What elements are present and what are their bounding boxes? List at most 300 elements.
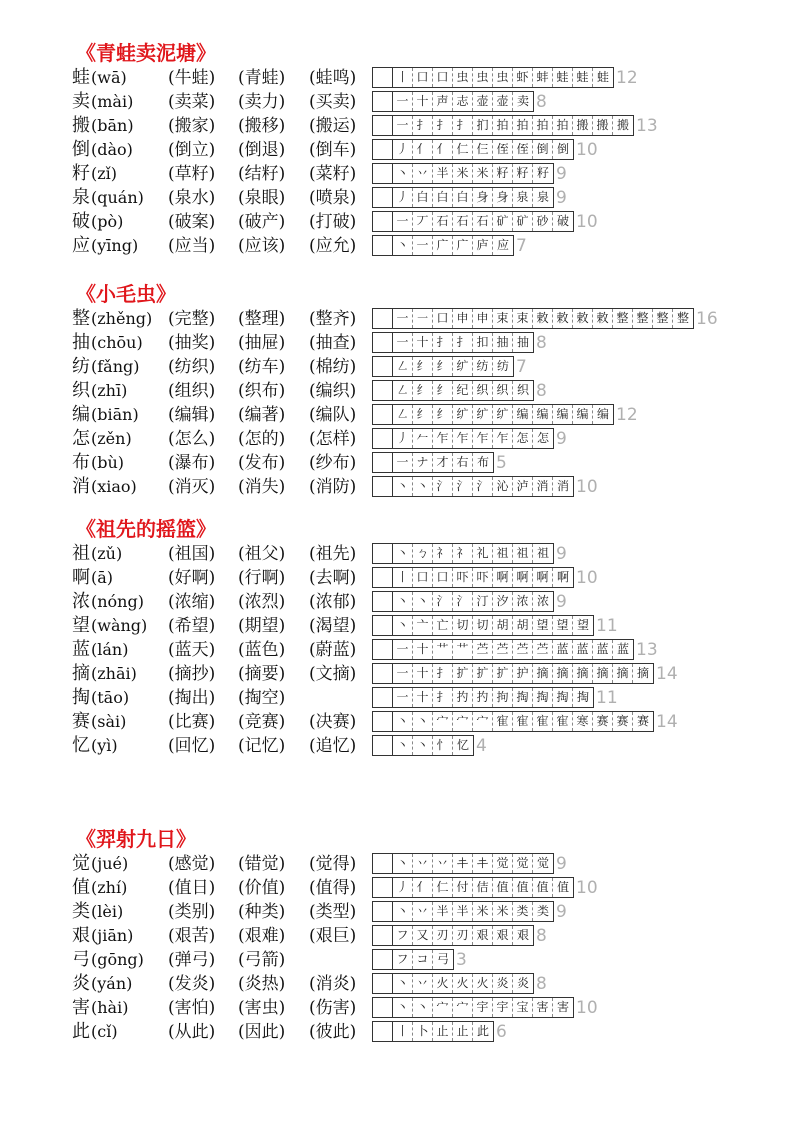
character: 祖 xyxy=(72,543,90,564)
stroke-cell: 整 xyxy=(613,309,633,328)
stroke-cell: 消 xyxy=(533,477,553,496)
stroke-cell: 乍 xyxy=(453,429,473,448)
stroke-count: 8 xyxy=(536,974,547,994)
stroke-count: 9 xyxy=(556,429,567,449)
stroke-cell: 蓝 xyxy=(553,640,573,659)
stroke-cell: 蓝 xyxy=(573,640,593,659)
stroke-order-grid xyxy=(372,163,554,184)
word-1: (发炎) xyxy=(168,974,216,994)
stroke-cell: 乍 xyxy=(493,429,513,448)
stroke-cell: 摘 xyxy=(593,664,613,683)
stroke-cell: 申 xyxy=(473,309,493,328)
character: 布 xyxy=(72,452,90,473)
word-1: (类别) xyxy=(168,902,216,922)
stroke-cell: 整 xyxy=(653,309,673,328)
stroke-cell: 亠 xyxy=(413,616,433,635)
stroke-cell: 扩 xyxy=(473,664,493,683)
word-1: (值日) xyxy=(168,878,216,898)
stroke-cell: 蓝 xyxy=(593,640,613,659)
stroke-cell: 十 xyxy=(413,664,433,683)
stroke-cell: 整 xyxy=(633,309,653,328)
character-row xyxy=(72,90,772,114)
pinyin: (wàng) xyxy=(91,616,148,635)
character: 害 xyxy=(72,997,90,1018)
character-list xyxy=(72,852,772,1044)
word-1: (草籽) xyxy=(168,164,216,184)
character-row xyxy=(72,710,772,734)
character-row xyxy=(72,734,772,758)
stroke-cell: 切 xyxy=(453,616,473,635)
word-1: (掏出) xyxy=(168,688,216,708)
stroke-cell: 编 xyxy=(596,407,609,421)
character-row xyxy=(72,234,772,258)
stroke-count: 11 xyxy=(596,688,618,708)
stroke-count: 6 xyxy=(496,1022,507,1042)
word-1: (卖菜) xyxy=(168,92,216,112)
character-row xyxy=(72,1020,772,1044)
stroke-cell: 泉 xyxy=(536,190,549,204)
word-2: (祖父) xyxy=(238,544,286,564)
stroke-cell: 纟 xyxy=(433,381,453,400)
stroke-order-grid xyxy=(372,187,554,208)
stroke-cell: 苎 xyxy=(513,640,533,659)
stroke-count: 3 xyxy=(456,950,467,970)
stroke-cell xyxy=(373,878,393,897)
character-row xyxy=(72,638,772,662)
character-list xyxy=(72,307,772,499)
pinyin: (gōng) xyxy=(91,950,144,969)
word-1: (破案) xyxy=(168,212,216,232)
stroke-cell: 抽 xyxy=(516,335,529,349)
stroke-cell: 一 xyxy=(393,453,413,472)
word-3: (值得) xyxy=(309,878,357,898)
pinyin: (tāo) xyxy=(91,688,130,707)
stroke-count: 9 xyxy=(556,902,567,922)
stroke-cell: 纟 xyxy=(433,357,453,376)
stroke-cell: 宀 xyxy=(473,712,493,731)
word-3: (消炎) xyxy=(309,974,357,994)
stroke-cell: 拍 xyxy=(533,116,553,135)
stroke-cell: 浓 xyxy=(513,592,533,611)
stroke-cell xyxy=(373,381,393,400)
stroke-cell: 纟 xyxy=(433,405,453,424)
pinyin: (zěn) xyxy=(91,429,132,448)
character: 值 xyxy=(72,877,90,898)
stroke-cell: 苎 xyxy=(493,640,513,659)
stroke-cell: 火 xyxy=(473,974,493,993)
word-2: (泉眼) xyxy=(238,188,286,208)
stroke-cell: 丶 xyxy=(393,164,413,183)
stroke-cell: 氵 xyxy=(473,477,493,496)
pinyin: (xiao) xyxy=(91,477,137,496)
pinyin: (yīng) xyxy=(91,236,139,255)
stroke-cell: コ xyxy=(413,950,433,969)
stroke-cell: 汐 xyxy=(493,592,513,611)
word-1: (摘抄) xyxy=(168,664,216,684)
stroke-cell: 编 xyxy=(573,405,593,424)
stroke-cell: 扚 xyxy=(453,688,473,707)
stroke-cell: 又 xyxy=(413,926,433,945)
stroke-cell: ㇜ xyxy=(393,405,413,424)
stroke-cell: 赛 xyxy=(636,714,649,728)
stroke-cell: 祖 xyxy=(493,544,513,563)
stroke-count: 14 xyxy=(656,664,678,684)
character-row xyxy=(72,331,772,355)
lesson-block xyxy=(72,40,772,258)
stroke-cell: 丶 xyxy=(393,854,413,873)
stroke-cell: 𠂉 xyxy=(413,429,433,448)
stroke-cell xyxy=(373,92,393,111)
lesson-title: 《青蛙卖泥塘》 xyxy=(76,41,216,65)
word-1: (好啊) xyxy=(168,568,216,588)
character: 啊 xyxy=(72,567,90,588)
word-1: (祖国) xyxy=(168,544,216,564)
stroke-cell xyxy=(373,357,393,376)
stroke-count: 10 xyxy=(576,140,598,160)
stroke-cell xyxy=(373,68,393,87)
word-3: (整齐) xyxy=(309,309,357,329)
stroke-cell xyxy=(373,544,393,563)
stroke-cell: 口 xyxy=(433,68,453,87)
character-row xyxy=(72,186,772,210)
stroke-cell: 丶 xyxy=(393,736,413,755)
character: 掏 xyxy=(72,687,90,708)
word-1: (希望) xyxy=(168,616,216,636)
stroke-cell: 浓 xyxy=(536,594,549,608)
stroke-cell: 沁 xyxy=(493,477,513,496)
lesson-title: 《羿射九日》 xyxy=(76,827,196,851)
stroke-cell: 右 xyxy=(453,453,473,472)
stroke-count: 7 xyxy=(516,357,527,377)
stroke-cell: 虫 xyxy=(453,68,473,87)
word-2: (竞赛) xyxy=(238,712,286,732)
stroke-cell: 苎 xyxy=(473,640,493,659)
stroke-cell: 觉 xyxy=(513,854,533,873)
stroke-cell: 艹 xyxy=(453,640,473,659)
character-row xyxy=(72,451,772,475)
stroke-cell: 丿 xyxy=(393,429,413,448)
stroke-cell: 一 xyxy=(393,333,413,352)
word-3: (艰巨) xyxy=(309,926,357,946)
stroke-cell: 拍 xyxy=(513,116,533,135)
word-1: (抽奖) xyxy=(168,333,216,353)
stroke-count: 8 xyxy=(536,381,547,401)
stroke-cell xyxy=(373,974,393,993)
character-row xyxy=(72,852,772,876)
stroke-cell: 应 xyxy=(496,238,509,252)
stroke-cell: 十 xyxy=(413,640,433,659)
word-2: (掏空) xyxy=(238,688,286,708)
stroke-cell: 类 xyxy=(536,904,549,918)
stroke-cell: 宀 xyxy=(453,712,473,731)
word-2: (炎热) xyxy=(238,974,286,994)
stroke-cell: 一 xyxy=(393,92,413,111)
stroke-cell xyxy=(373,688,393,707)
stroke-cell xyxy=(373,309,393,328)
stroke-cell: 织 xyxy=(473,381,493,400)
stroke-cell: 乍 xyxy=(433,429,453,448)
stroke-cell: 祖 xyxy=(513,544,533,563)
word-3: (伤害) xyxy=(309,998,357,1018)
word-1: (搬家) xyxy=(168,116,216,136)
pinyin: (lèi) xyxy=(91,902,124,921)
character: 编 xyxy=(72,404,90,425)
stroke-count: 14 xyxy=(656,712,678,732)
word-2: (摘要) xyxy=(238,664,286,684)
stroke-cell: 白 xyxy=(433,188,453,207)
word-3: (喷泉) xyxy=(309,188,357,208)
word-3: (编队) xyxy=(309,405,357,425)
word-3: (祖先) xyxy=(309,544,357,564)
stroke-cell: 丿 xyxy=(393,188,413,207)
stroke-cell: ナ xyxy=(413,453,433,472)
stroke-cell: 束 xyxy=(513,309,533,328)
word-2: (因此) xyxy=(238,1022,286,1042)
stroke-cell: 扌 xyxy=(433,664,453,683)
stroke-cell: 声 xyxy=(433,92,453,111)
character-row xyxy=(72,972,772,996)
stroke-cell: 布 xyxy=(476,455,489,469)
stroke-cell xyxy=(373,640,393,659)
character-row xyxy=(72,900,772,924)
stroke-cell: 觉 xyxy=(536,856,549,870)
stroke-cell: 卖 xyxy=(516,94,529,108)
stroke-cell: 寉 xyxy=(493,712,513,731)
stroke-cell: 侄 xyxy=(513,140,533,159)
character-row xyxy=(72,355,772,379)
character-row xyxy=(72,996,772,1020)
pinyin: (bān) xyxy=(91,116,134,135)
stroke-cell: 一 xyxy=(393,212,413,231)
stroke-cell: 砂 xyxy=(533,212,553,231)
word-2: (怎的) xyxy=(238,429,286,449)
stroke-cell xyxy=(373,712,393,731)
character: 弓 xyxy=(72,949,90,970)
character-row xyxy=(72,475,772,499)
stroke-cell: 口 xyxy=(433,568,453,587)
stroke-cell: 纩 xyxy=(473,405,493,424)
stroke-cell: 切 xyxy=(473,616,493,635)
stroke-cell: 扩 xyxy=(453,664,473,683)
stroke-cell: 纺 xyxy=(473,357,493,376)
stroke-cell: 摘 xyxy=(553,664,573,683)
stroke-cell: 佶 xyxy=(473,878,493,897)
stroke-order-grid xyxy=(372,332,534,353)
stroke-cell: 亡 xyxy=(433,616,453,635)
stroke-cell: 倒 xyxy=(533,140,553,159)
stroke-cell: ㄅ xyxy=(413,544,433,563)
stroke-order-grid xyxy=(372,687,594,708)
stroke-cell: 泸 xyxy=(513,477,533,496)
stroke-count: 10 xyxy=(576,568,598,588)
word-1: (怎么) xyxy=(168,429,216,449)
stroke-cell: 敕 xyxy=(573,309,593,328)
pinyin: (zhī) xyxy=(91,381,128,400)
word-3: (渴望) xyxy=(309,616,357,636)
stroke-cell: 纺 xyxy=(496,359,509,373)
word-1: (蓝天) xyxy=(168,640,216,660)
stroke-cell: 丿 xyxy=(393,878,413,897)
stroke-cell: 丶 xyxy=(393,236,413,255)
stroke-cell: 氵 xyxy=(453,592,473,611)
stroke-cell: 艰 xyxy=(473,926,493,945)
stroke-cell xyxy=(373,998,393,1017)
character: 籽 xyxy=(72,163,90,184)
stroke-cell xyxy=(373,568,393,587)
pinyin: (yán) xyxy=(91,974,133,993)
character: 织 xyxy=(72,380,90,401)
stroke-cell: 广 xyxy=(453,236,473,255)
stroke-order-grid xyxy=(372,735,474,756)
pinyin: (fǎng) xyxy=(91,357,140,376)
stroke-cell: 刃 xyxy=(453,926,473,945)
character: 觉 xyxy=(72,853,90,874)
stroke-cell: 矿 xyxy=(493,212,513,231)
word-2: (织布) xyxy=(238,381,286,401)
word-2: (破产) xyxy=(238,212,286,232)
word-3: (菜籽) xyxy=(309,164,357,184)
stroke-cell: 一 xyxy=(413,236,433,255)
stroke-cell: 丨 xyxy=(393,568,413,587)
stroke-cell: 胡 xyxy=(493,616,513,635)
pinyin: (yì) xyxy=(91,736,118,755)
character: 卖 xyxy=(72,91,90,112)
stroke-cell: 仁 xyxy=(433,878,453,897)
stroke-cell xyxy=(373,592,393,611)
stroke-order-grid xyxy=(372,308,694,329)
stroke-order-grid xyxy=(372,452,494,473)
stroke-cell xyxy=(373,902,393,921)
stroke-count: 9 xyxy=(556,592,567,612)
pinyin: (biān) xyxy=(91,405,139,424)
character-row xyxy=(72,114,772,138)
stroke-cell: 束 xyxy=(493,309,513,328)
pinyin: (cǐ) xyxy=(91,1022,118,1041)
stroke-cell: 拍 xyxy=(553,116,573,135)
stroke-cell: 摘 xyxy=(533,664,553,683)
stroke-cell: 丿 xyxy=(393,140,413,159)
stroke-order-grid xyxy=(372,91,534,112)
word-3: (浓郁) xyxy=(309,592,357,612)
word-2: (整理) xyxy=(238,309,286,329)
character-row xyxy=(72,566,772,590)
word-2: (记忆) xyxy=(238,736,286,756)
stroke-cell: 纩 xyxy=(493,405,513,424)
stroke-cell: 矿 xyxy=(513,212,533,231)
stroke-cell: 一 xyxy=(393,309,413,328)
stroke-cell: 亻 xyxy=(413,140,433,159)
stroke-cell xyxy=(373,116,393,135)
stroke-cell: 仁 xyxy=(453,140,473,159)
stroke-order-grid xyxy=(372,380,534,401)
stroke-cell: 祖 xyxy=(536,546,549,560)
stroke-cell: 编 xyxy=(513,405,533,424)
character-row xyxy=(72,66,772,90)
stroke-cell: 害 xyxy=(556,1000,569,1014)
word-2: (弓箭) xyxy=(238,950,286,970)
pinyin: (pò) xyxy=(91,212,124,231)
lesson-block xyxy=(72,826,772,1044)
stroke-cell: 十 xyxy=(413,92,433,111)
stroke-cell xyxy=(373,1022,393,1041)
word-3: (彼此) xyxy=(309,1022,357,1042)
stroke-cell: 扌 xyxy=(413,116,433,135)
stroke-cell: 艰 xyxy=(516,928,529,942)
stroke-cell: ㇜ xyxy=(393,381,413,400)
pinyin: (zhí) xyxy=(91,878,128,897)
stroke-order-grid xyxy=(372,663,654,684)
stroke-count: 4 xyxy=(476,736,487,756)
stroke-count: 13 xyxy=(636,116,658,136)
pinyin: (chōu) xyxy=(91,333,143,352)
stroke-cell: フ xyxy=(393,950,413,969)
stroke-cell: 蛙 xyxy=(596,70,609,84)
word-1: (艰苦) xyxy=(168,926,216,946)
stroke-cell: 丶 xyxy=(393,592,413,611)
stroke-cell: 纩 xyxy=(453,357,473,376)
stroke-cell: 苎 xyxy=(533,640,553,659)
stroke-cell: 蚌 xyxy=(533,68,553,87)
stroke-cell: 蓝 xyxy=(616,642,629,656)
pinyin: (jué) xyxy=(91,854,129,873)
stroke-cell: 氵 xyxy=(453,477,473,496)
stroke-cell: 扌 xyxy=(433,333,453,352)
character-row xyxy=(72,948,772,972)
stroke-cell: 𰀁 xyxy=(473,854,493,873)
stroke-cell: 丶 xyxy=(393,998,413,1017)
stroke-cell: 破 xyxy=(556,214,569,228)
stroke-cell: 口 xyxy=(413,568,433,587)
stroke-cell: 一 xyxy=(393,116,413,135)
stroke-cell: 敕 xyxy=(533,309,553,328)
character: 倒 xyxy=(72,139,90,160)
stroke-cell: 米 xyxy=(453,164,473,183)
word-1: (害怕) xyxy=(168,998,216,1018)
word-3: (去啊) xyxy=(309,568,357,588)
word-1: (消灭) xyxy=(168,477,216,497)
stroke-cell: 望 xyxy=(533,616,553,635)
stroke-order-grid xyxy=(372,428,554,449)
word-3: (纱布) xyxy=(309,453,357,473)
stroke-cell: 籽 xyxy=(536,166,549,180)
lesson-title: 《祖先的摇篮》 xyxy=(76,517,216,541)
stroke-cell: 纪 xyxy=(453,381,473,400)
stroke-count: 5 xyxy=(496,453,507,473)
word-1: (泉水) xyxy=(168,188,216,208)
stroke-cell: 吓 xyxy=(473,568,493,587)
stroke-cell: 侄 xyxy=(493,140,513,159)
word-1: (组织) xyxy=(168,381,216,401)
stroke-cell: 丷 xyxy=(413,902,433,921)
stroke-cell: 搬 xyxy=(616,118,629,132)
stroke-cell: 丶 xyxy=(413,712,433,731)
stroke-cell: 氵 xyxy=(433,592,453,611)
stroke-cell: 弓 xyxy=(436,952,449,966)
character-row xyxy=(72,162,772,186)
word-1: (回忆) xyxy=(168,736,216,756)
word-1: (感觉) xyxy=(168,854,216,874)
stroke-cell: 值 xyxy=(513,878,533,897)
stroke-cell: 十 xyxy=(413,333,433,352)
stroke-cell: 一 xyxy=(393,664,413,683)
word-1: (比赛) xyxy=(168,712,216,732)
character: 浓 xyxy=(72,591,90,612)
stroke-order-grid xyxy=(372,949,454,970)
character-list xyxy=(72,66,772,258)
word-2: (编著) xyxy=(238,405,286,425)
word-3: (棉纺) xyxy=(309,357,357,377)
stroke-cell: 氵 xyxy=(433,477,453,496)
